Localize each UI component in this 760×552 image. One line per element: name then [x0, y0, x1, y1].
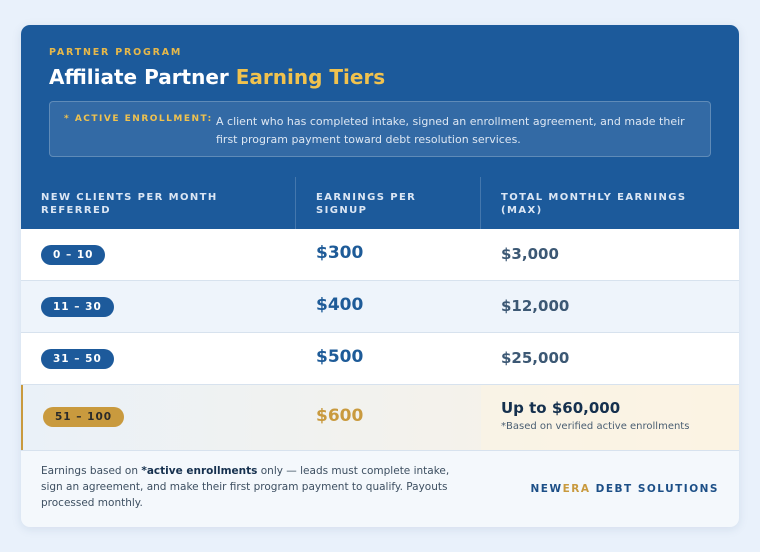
tier-range-badge: 0 – 10 — [41, 245, 105, 265]
table-row — [21, 281, 739, 333]
card-header — [21, 25, 739, 229]
title-highlight: Earning Tiers — [235, 65, 386, 89]
page-title — [49, 65, 385, 89]
definition-text: A client who has completed intake, signed an enrollment agreement, and made their first program payment toward debt resolution services. — [216, 115, 685, 146]
column-header-total — [481, 177, 739, 229]
earning-tiers-card — [21, 25, 739, 527]
footer-note-emphasis: *active enrollments — [141, 465, 258, 477]
tier-rate: $300 — [316, 243, 364, 263]
definition-box — [49, 101, 711, 157]
column-header-clients-label: NEW CLIENTS PER MONTH REFERRED — [41, 192, 218, 216]
tier-total: Up to $60,000 — [501, 399, 621, 417]
tier-total-note: *Based on verified active enrollments — [501, 421, 690, 432]
column-header-total-label: TOTAL MONTHLY EARNINGS (MAX) — [501, 192, 687, 216]
tier-total: $25,000 — [501, 349, 570, 367]
tier-range-badge: 31 – 50 — [41, 349, 114, 369]
column-header-rate-label: EARNINGS PER SIGNUP — [316, 192, 417, 216]
brand-logo: NEWERA DEBT SOLUTIONS — [530, 483, 719, 495]
table-row — [21, 333, 739, 385]
column-header-clients — [21, 177, 296, 229]
definition-label: * ACTIVE ENROLLMENT: — [64, 114, 213, 124]
title-prefix: Affiliate Partner — [49, 65, 236, 89]
column-header-rate — [296, 177, 481, 229]
eyebrow-label: PARTNER PROGRAM — [49, 47, 183, 58]
tier-rate: $500 — [316, 347, 364, 367]
tier-total: $3,000 — [501, 245, 559, 263]
tier-total: $12,000 — [501, 297, 570, 315]
tier-rate: $400 — [316, 295, 364, 315]
tier-range-badge: 51 – 100 — [43, 407, 124, 427]
table-row — [21, 229, 739, 281]
featured-table-row — [21, 385, 739, 451]
tier-rate: $600 — [316, 406, 364, 426]
footer-note: Earnings based on *active enrollments only — leads must complete intake, sign an agreement, and make their first program payment to qualify. Payouts processed monthly. — [41, 465, 450, 509]
tier-range-badge: 11 – 30 — [41, 297, 114, 317]
